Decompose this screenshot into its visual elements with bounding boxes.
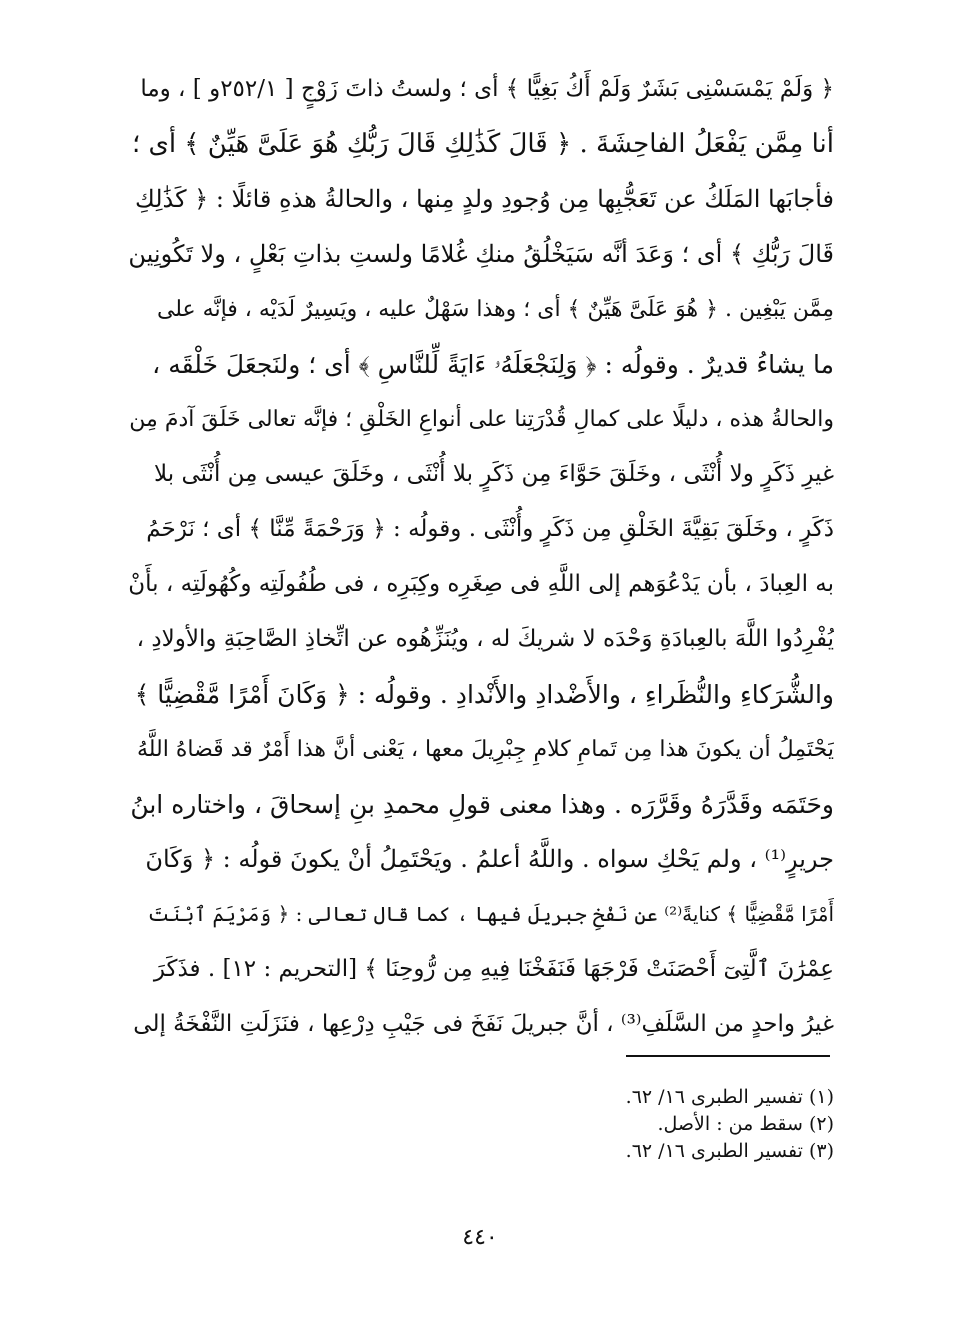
text-line: غيرُ واحدٍ من السَّلَفِ⁽³⁾ ، أنَّ جبريلَ نَفَخَ فى جَيْبِ دِرْعِها ، فنَزَلَتِ النَّفْخَةُ إلى <box>133 1011 834 1037</box>
text-line: والحالةُ هذه ، دليلًا على كمالِ قُدْرَتِنا على أنواعِ الخَلْقِ ؛ فإنَّه تعالى خَلَقَ آدمَ مِن <box>129 407 834 432</box>
text-line: أَمْرًا مَّقْضِيًّا ﴾ كنايةً⁽²⁾ عن نَفْخِ جبريلَ فيها ، كما قال تعالى : ﴿ وَمَرْيَمَ ٱبْنَتَ <box>147 902 834 926</box>
footnotes <box>434 1084 834 1165</box>
text-line: ما يشاءُ قديرٌ . وقولُه : ﴿ وَلِنَجْعَلَهُۥ ءَايَةً لِّلنَّاسِ ﴾ أى ؛ ولنَجعَلَ خَلْقَه ، <box>152 350 834 379</box>
text-line: أنا مِمَّن يَفْعَلُ الفاحِشَةَ . ﴿ قَالَ كَذَٰلِكِ قَالَ رَبُّكِ هُوَ عَلَىَّ هَيِّنٌ ﴾ أى ؛ <box>131 129 834 159</box>
text-line: والشُّرَكاءِ والنُّظَراءِ ، والأَضْدادِ والأَنْدادِ . وقولُه : ﴿ وَكَانَ أَمْرًا مَّقْضِيًّا ﴾ <box>134 680 834 709</box>
footnote-2: (٢) سقط من : الأصل. <box>657 1113 834 1135</box>
text-line: فأجابَها المَلَكُ عن تَعَجُّبِها مِن وُجودِ ولدٍ مِنها ، والحالةُ هذهِ قائلًا : ﴿ كَذَٰلِكِ <box>134 185 834 213</box>
text-line: يَحْتَمِلُ أن يكونَ هذا مِن تَمامِ كلامِ جِبْرِيلَ معها ، يَعْنى أنَّ هذا أَمْرٌ قد قَضاهُ اللَّهُ <box>136 737 834 762</box>
main-text <box>128 62 834 1052</box>
page-number: ٤٤٠ <box>462 1225 498 1250</box>
footnote-separator <box>626 1055 830 1057</box>
text-line: وحَتَمَه وقَدَّرَهُ وقَرَّرَه . وهذا معنى قولِ محمدِ بنِ إسحاقَ ، واختاره ابنُ <box>130 790 834 819</box>
text-line: مِمَّن يَبْغِين . ﴿ هُوَ عَلَىَّ هَيِّنٌ ﴾ أى ؛ وهذا سَهْلٌ عليه ، ويَسِيرٌ لَدَيْه ، فإنَّه على <box>156 297 834 322</box>
text-line: جريرٍ⁽¹⁾ ، ولم يَحْكِ سواه . واللَّهُ أعلمُ . ويَحْتَمِلُ أنْ يكونَ قولُه : ﴿ وَكَانَ <box>145 845 834 873</box>
footnote-3: (٣) تفسير الطبرى ١٦/ ٦٢. <box>625 1140 834 1162</box>
text-line: به العِبادَ ، بأن يَدْعُوَهم إلى اللَّهِ فى صِغَرِه وكِبَرِه ، فى طُفُولَتِه وكُهُولَتِه ، بأَنْ <box>128 571 834 597</box>
footnote-1: (١) تفسير الطبرى ١٦/ ٦٢. <box>625 1086 834 1108</box>
text-line: غيرِ ذَكَرٍ ولا أُنْثَى ، وخَلَقَ حَوَّاءَ مِن ذَكَرٍ بلا أُنْثَى ، وخَلَقَ عيسى مِن أُنْثَى بلا <box>154 461 834 487</box>
text-line: يُفْرِدُوا اللَّهَ بالعِبادَةِ وَحْدَه لا شريكَ له ، ويُنَزِّهُوه عن اتِّخاذِ الصَّاحِبَةِ والأولادِ ، <box>136 626 834 652</box>
text-line: ﴿ وَلَمْ يَمْسَسْنِى بَشَرٌ وَلَمْ أَكُ بَغِيًّا ﴾ أى ؛ ولستُ ذاتَ زَوْجٍ [ ٢٥٢/١و ] ، وما <box>140 76 834 102</box>
text-line: ذَكَرٍ ، وخَلَقَ بَقِيَّةَ الخَلْقِ مِن ذَكَرٍ وأُنْثَى . وقولُه : ﴿ وَرَحْمَةً مِّنَّا ﴾ أى ؛ نَرْحَمُ <box>146 516 834 542</box>
text-line: قَالَ رَبُّكِ ﴾ أى ؛ وَعَدَ أنَّه سَيَخْلُقُ منكِ غُلامًا ولستِ بذاتِ بَعْلٍ ، ولا تَكُونِين <box>128 240 834 268</box>
text-line: عِمْرَٰنَ ٱلَّتِىٓ أَحْصَنَتْ فَرْجَهَا فَنَفَخْنَا فِيهِ مِن رُّوحِنَا ﴾ [التحريم : ١٢] . فذَكَرَ <box>153 956 834 982</box>
